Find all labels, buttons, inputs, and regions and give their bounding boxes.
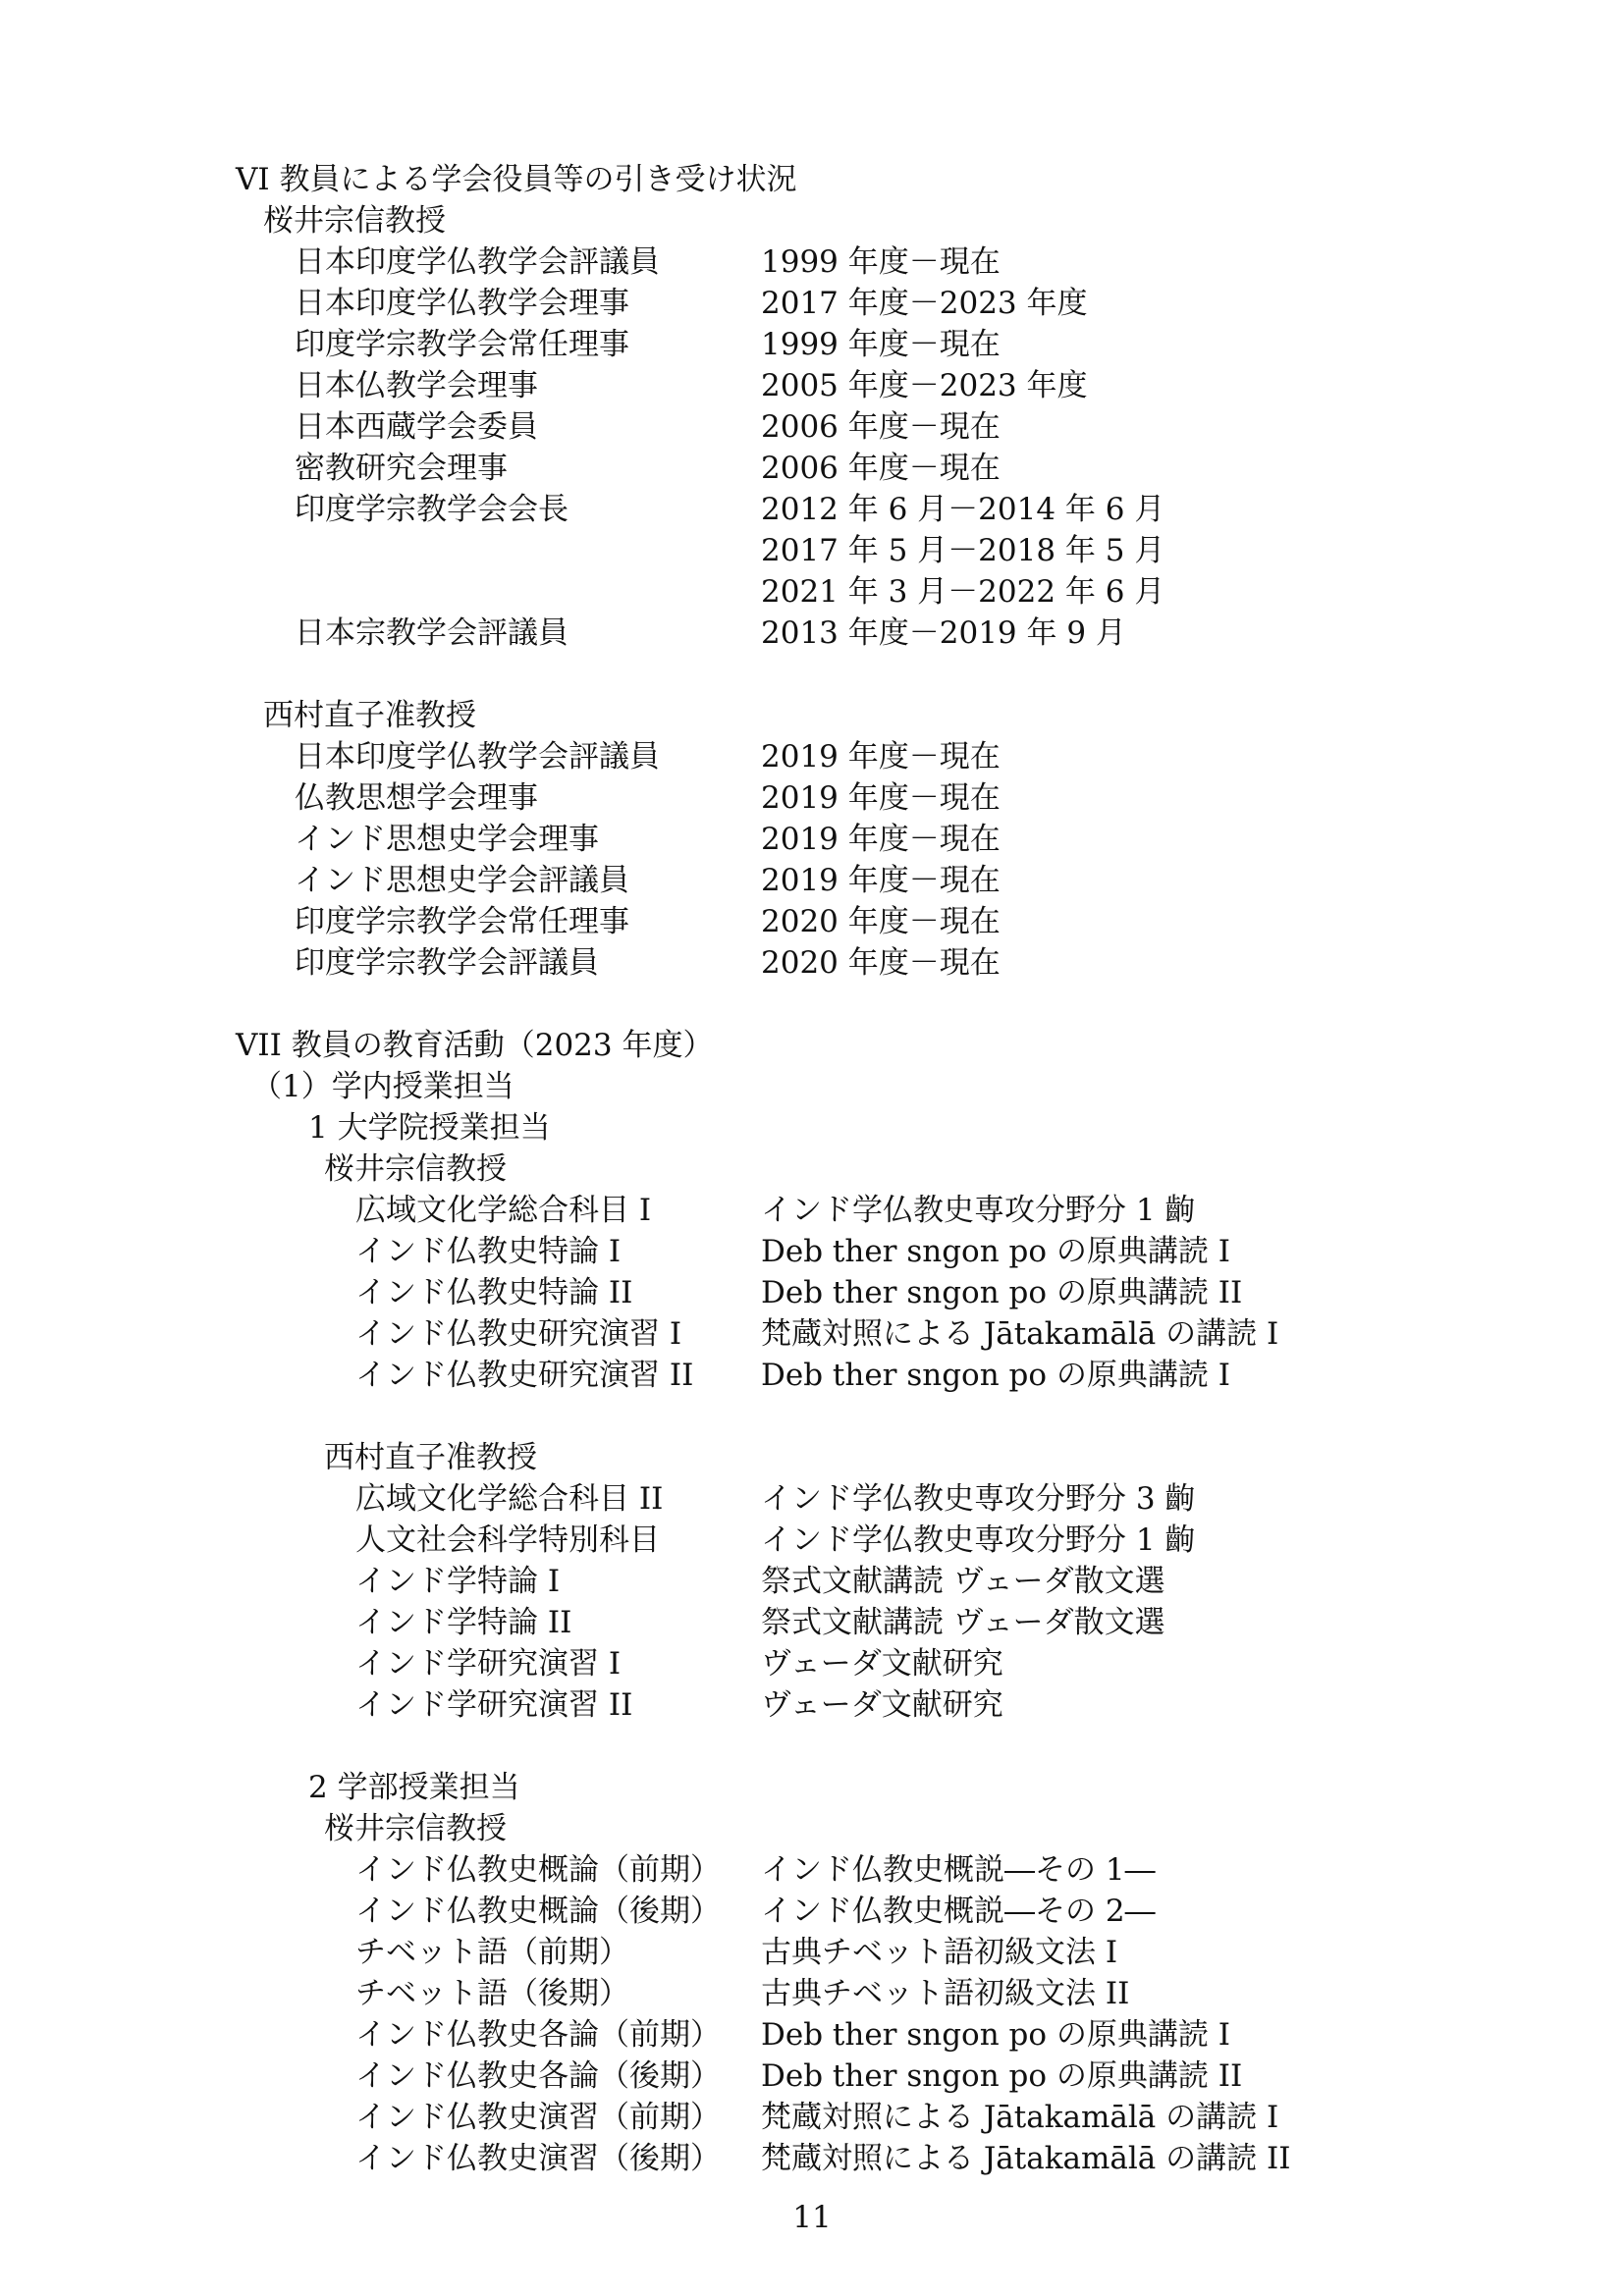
course-topic: 梵蔵対照による Jātakamālā の講読 I — [761, 2100, 1279, 2135]
role-label: 日本西蔵学会委員 — [295, 409, 538, 445]
period-value: 2005 年度－2023 年度 — [761, 368, 1088, 403]
role-label: 日本印度学仏教学会評議員 — [295, 244, 660, 280]
course-topic: 古典チベット語初級文法 II — [761, 1976, 1130, 2011]
course-name: インド学研究演習 I — [355, 1646, 622, 1682]
role-label: 日本宗教学会評議員 — [295, 615, 568, 651]
role-label: 密教研究会理事 — [295, 451, 508, 486]
period-value: 1999 年度－現在 — [761, 327, 1001, 362]
period-value: 2006 年度－現在 — [761, 409, 1001, 445]
person-name: 桜井宗信教授 — [324, 1811, 507, 1846]
period-value: 2019 年度－現在 — [761, 780, 1001, 816]
graduate-heading: 1 大学院授業担当 — [308, 1110, 551, 1146]
course-name: 広域文化学総合科目 II — [355, 1481, 664, 1517]
course-name: インド学研究演習 II — [355, 1687, 633, 1723]
course-topic: ヴェーダ文献研究 — [761, 1646, 1003, 1682]
role-label: 仏教思想学会理事 — [295, 780, 538, 816]
period-value: 2013 年度－2019 年 9 月 — [761, 615, 1126, 651]
course-name: 広域文化学総合科目 I — [355, 1193, 652, 1228]
role-label: 日本印度学仏教学会理事 — [295, 286, 629, 321]
role-label: 印度学宗教学会評議員 — [295, 945, 599, 981]
section-6-heading: VI 教員による学会役員等の引き受け状況 — [236, 162, 797, 197]
course-name: 人文社会科学特別科目 — [355, 1522, 660, 1558]
subsection-heading: （1）学内授業担当 — [251, 1069, 514, 1104]
course-name: チベット語（後期） — [355, 1976, 629, 2011]
course-topic: Deb ther sngon po の原典講読 II — [761, 2058, 1243, 2094]
course-name: インド学特論 II — [355, 1605, 572, 1640]
role-label: インド思想史学会評議員 — [295, 863, 629, 898]
course-name: インド仏教史特論 I — [355, 1234, 622, 1269]
course-topic: Deb ther sngon po の原典講読 II — [761, 1275, 1243, 1310]
course-name: インド仏教史演習（後期） — [355, 2141, 721, 2176]
role-label: 日本印度学仏教学会評議員 — [295, 739, 660, 774]
period-value: 1999 年度－現在 — [761, 244, 1001, 280]
role-label: 印度学宗教学会常任理事 — [295, 327, 629, 362]
course-name: インド仏教史研究演習 II — [355, 1358, 694, 1393]
person-name: 桜井宗信教授 — [324, 1151, 507, 1187]
role-label: 印度学宗教学会常任理事 — [295, 904, 629, 939]
role-label: インド思想史学会理事 — [295, 822, 599, 857]
period-value: 2020 年度－現在 — [761, 904, 1001, 939]
course-topic: 祭式文献講読 ヴェーダ散文選 — [761, 1564, 1165, 1599]
undergrad-heading: 2 学部授業担当 — [308, 1770, 520, 1805]
course-topic: Deb ther sngon po の原典講読 I — [761, 1358, 1231, 1393]
person-name: 西村直子准教授 — [263, 698, 476, 733]
course-topic: インド学仏教史専攻分野分 3 齣 — [761, 1481, 1196, 1517]
course-topic: インド仏教史概説―その 1― — [761, 1852, 1156, 1888]
course-name: インド仏教史概論（前期） — [355, 1852, 721, 1888]
period-value: 2012 年 6 月－2014 年 6 月 — [761, 492, 1165, 527]
course-topic: Deb ther sngon po の原典講読 I — [761, 2017, 1231, 2053]
course-name: インド仏教史各論（前期） — [355, 2017, 721, 2053]
period-value: 2020 年度－現在 — [761, 945, 1001, 981]
course-name: インド仏教史研究演習 I — [355, 1316, 682, 1352]
course-name: インド仏教史概論（後期） — [355, 1894, 721, 1929]
period-value: 2019 年度－現在 — [761, 863, 1001, 898]
role-label: 印度学宗教学会会長 — [295, 492, 568, 527]
course-topic: インド学仏教史専攻分野分 1 齣 — [761, 1522, 1196, 1558]
period-value: 2019 年度－現在 — [761, 822, 1001, 857]
course-name: インド仏教史各論（後期） — [355, 2058, 721, 2094]
course-topic: Deb ther sngon po の原典講読 I — [761, 1234, 1231, 1269]
course-topic: インド仏教史概説―その 2― — [761, 1894, 1156, 1929]
period-value: 2017 年 5 月－2018 年 5 月 — [761, 533, 1165, 568]
period-value: 2019 年度－現在 — [761, 739, 1001, 774]
person-name: 西村直子准教授 — [324, 1440, 537, 1475]
period-value: 2006 年度－現在 — [761, 451, 1001, 486]
course-name: チベット語（前期） — [355, 1935, 629, 1970]
course-topic: 祭式文献講読 ヴェーダ散文選 — [761, 1605, 1165, 1640]
role-label: 日本仏教学会理事 — [295, 368, 538, 403]
course-topic: 梵蔵対照による Jātakamālā の講読 II — [761, 2141, 1291, 2176]
course-topic: 梵蔵対照による Jātakamālā の講読 I — [761, 1316, 1279, 1352]
course-topic: 古典チベット語初級文法 I — [761, 1935, 1118, 1970]
course-name: インド仏教史特論 II — [355, 1275, 633, 1310]
period-value: 2021 年 3 月－2022 年 6 月 — [761, 574, 1165, 610]
course-name: インド仏教史演習（前期） — [355, 2100, 721, 2135]
person-name: 桜井宗信教授 — [263, 203, 446, 239]
course-topic: インド学仏教史専攻分野分 1 齣 — [761, 1193, 1196, 1228]
period-value: 2017 年度－2023 年度 — [761, 286, 1088, 321]
page-number: 11 — [792, 2200, 832, 2235]
section-7-heading: VII 教員の教育活動（2023 年度） — [236, 1028, 714, 1063]
course-topic: ヴェーダ文献研究 — [761, 1687, 1003, 1723]
course-name: インド学特論 I — [355, 1564, 561, 1599]
